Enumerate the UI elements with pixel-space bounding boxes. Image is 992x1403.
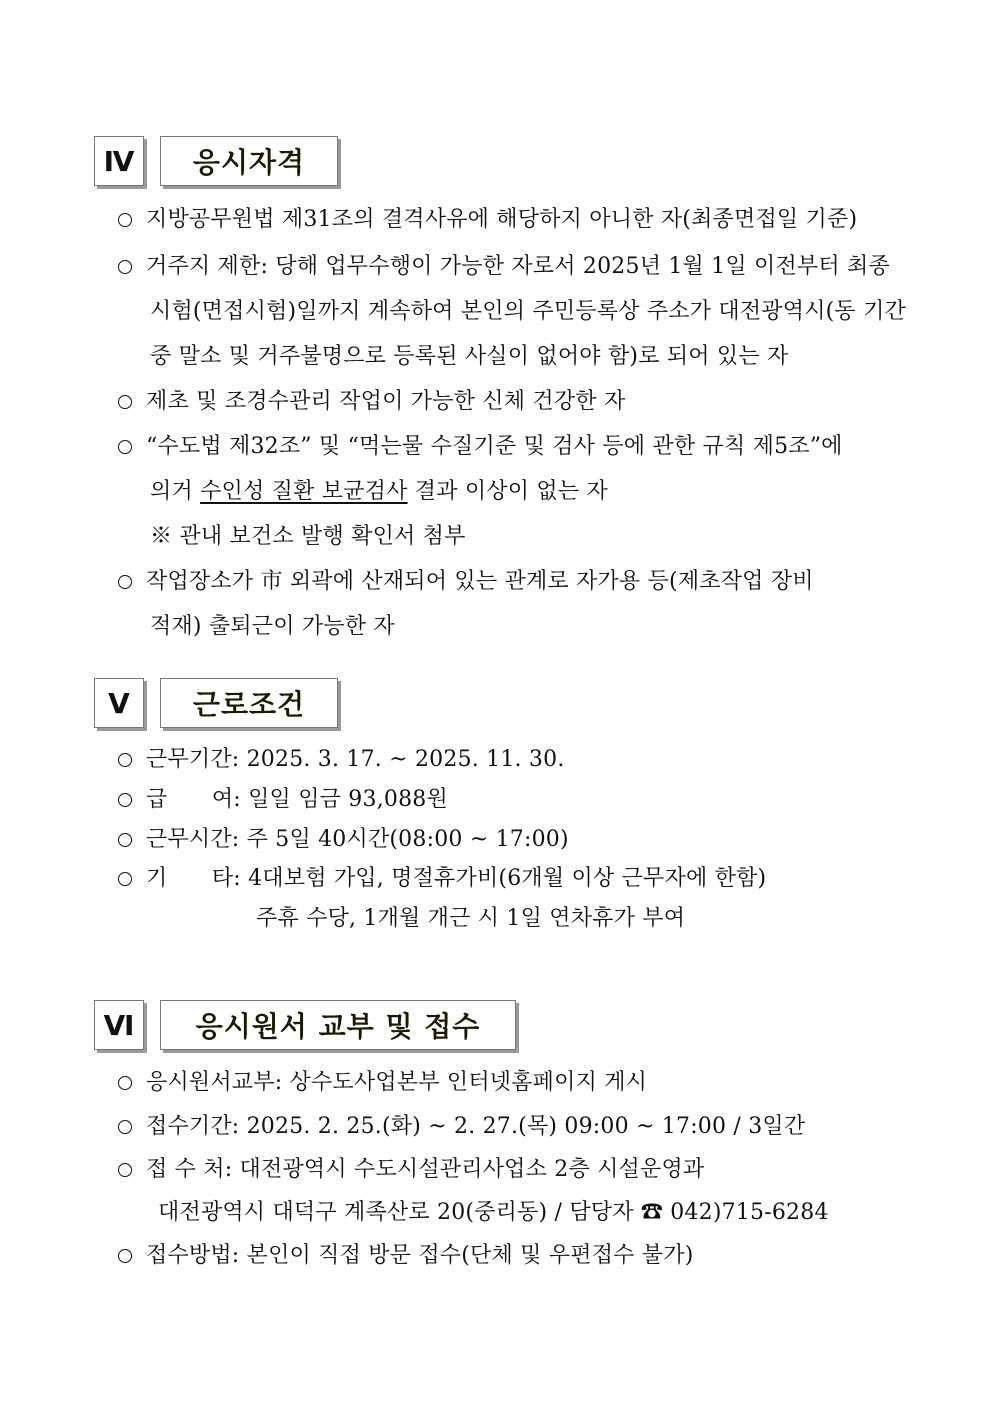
section-5-number: Ⅴ (94, 678, 144, 728)
section-6-title: 응시원서 교부 및 접수 (160, 1000, 516, 1050)
circle-bullet-icon (118, 872, 132, 886)
item-text: 접수기간: 2025. 2. 25.(화) ~ 2. 27.(목) 09:00 ~ 17:00 / 3일간 (146, 1114, 806, 1139)
item-text: 작업장소가 市 외곽에 산재되어 있는 관계로 자가용 등(제초작업 장비 (146, 569, 814, 594)
list-item (118, 252, 890, 282)
list-item-continuation: 주휴 수당, 1개월 개근 시 1일 연차휴가 부여 (256, 906, 686, 931)
list-item-continuation: 중 말소 및 거주불명으로 등록된 사실이 없어야 함)로 되어 있는 자 (150, 344, 789, 369)
item-text: 결과 이상이 없는 자 (407, 479, 608, 504)
list-item (118, 1068, 647, 1098)
item-text: 접수방법: 본인이 직접 방문 접수(단체 및 우편접수 불가) (146, 1243, 694, 1268)
item-text: 지방공무원법 제31조의 결격사유에 해당하지 아니한 자(최종면접일 기준) (146, 207, 858, 232)
circle-bullet-icon (118, 1163, 132, 1177)
item-text: 접 수 처: 대전광역시 수도시설관리사업소 2층 시설운영과 (146, 1157, 705, 1182)
circle-bullet-icon (118, 833, 132, 847)
circle-bullet-icon (118, 753, 132, 767)
list-item (118, 745, 565, 775)
item-text: 근무시간: 주 5일 40시간(08:00 ~ 17:00) (146, 827, 569, 852)
list-item (118, 864, 766, 894)
list-item (118, 1155, 704, 1185)
circle-bullet-icon (118, 440, 132, 454)
item-text: 의거 (150, 479, 201, 504)
list-item (118, 567, 814, 597)
section-4-number: Ⅳ (94, 136, 144, 186)
list-item-continuation (150, 477, 608, 507)
list-item-continuation: 시험(면접시험)일까지 계속하여 본인의 주민등록상 주소가 대전광역시(동 기간 (150, 299, 906, 324)
list-item-continuation: 적재) 출퇴근이 가능한 자 (150, 614, 395, 639)
circle-bullet-icon (118, 260, 132, 274)
list-item (118, 1112, 805, 1142)
circle-bullet-icon (118, 575, 132, 589)
list-item (118, 205, 857, 235)
item-text: 근무기간: 2025. 3. 17. ~ 2025. 11. 30. (146, 747, 565, 772)
underlined-term: 수인성 질환 보균검사 (200, 479, 408, 504)
item-text: 급 여: 일일 임금 93,088원 (146, 787, 448, 812)
list-item (118, 785, 448, 815)
list-item (118, 825, 569, 855)
section-6-number: Ⅵ (94, 1000, 144, 1050)
section-5-title: 근로조건 (160, 678, 338, 728)
circle-bullet-icon (118, 793, 132, 807)
note-line: ※ 관내 보건소 발행 확인서 첨부 (150, 524, 466, 549)
circle-bullet-icon (118, 213, 132, 227)
circle-bullet-icon (118, 1076, 132, 1090)
item-text: “수도법 제32조” 및 “먹는물 수질기준 및 검사 등에 관한 규칙 제5조”에 (146, 434, 843, 459)
circle-bullet-icon (118, 1120, 132, 1134)
item-text: 응시원서교부: 상수도사업본부 인터넷홈페이지 게시 (146, 1070, 648, 1095)
item-text: 기 타: 4대보험 가입, 명절휴가비(6개월 이상 근무자에 한함) (146, 866, 767, 891)
circle-bullet-icon (118, 395, 132, 409)
item-text: 거주지 제한: 당해 업무수행이 가능한 자로서 2025년 1월 1일 이전부터 최종 (146, 254, 890, 279)
list-item (118, 432, 843, 462)
item-text: 제초 및 조경수관리 작업이 가능한 신체 건강한 자 (146, 389, 626, 414)
list-item (118, 387, 625, 417)
section-4-title: 응시자격 (160, 136, 338, 186)
list-item (118, 1241, 693, 1271)
list-item-continuation: 대전광역시 대덕구 계족산로 20(중리동) / 담당자 ☎ 042)715-6284 (158, 1200, 829, 1225)
circle-bullet-icon (118, 1249, 132, 1263)
